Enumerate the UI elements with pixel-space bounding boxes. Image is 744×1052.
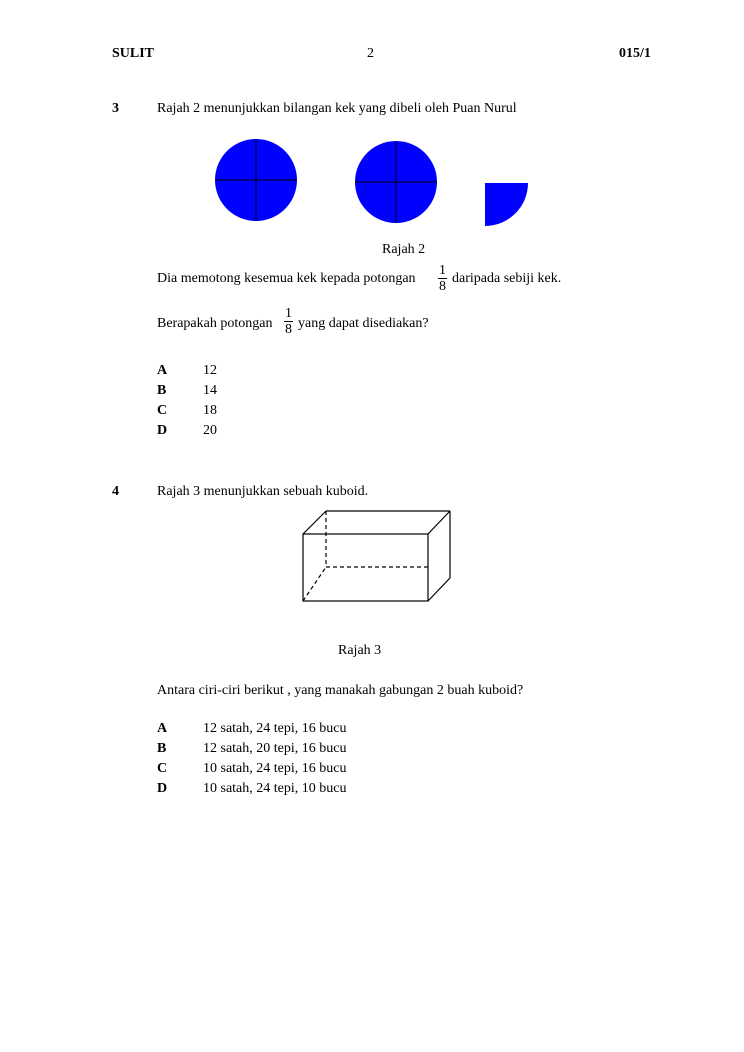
page-number: 2	[367, 46, 374, 61]
question-3-stem: Rajah 2 menunjukkan bilangan kek yang dibeli oleh Puan Nurul	[157, 101, 517, 116]
cake-quarter	[485, 183, 528, 226]
option-letter-d: D	[157, 781, 168, 796]
option-text-c[interactable]: 10 satah, 24 tepi, 16 bucu	[203, 761, 347, 776]
option-text-b[interactable]: 14	[203, 383, 217, 398]
fraction-one-eighth-2: $\frac{1}{8}$	[285, 306, 292, 337]
line-2-after: yang dapat disediakan?	[298, 316, 429, 331]
option-text-b[interactable]: 12 satah, 20 tepi, 16 bucu	[203, 741, 347, 756]
option-text-d[interactable]: 20	[203, 423, 217, 438]
option-letter-a: A	[157, 363, 168, 378]
line-1-after: daripada sebiji kek.	[452, 271, 562, 286]
header-left: SULIT	[112, 46, 155, 61]
question-4-number: 4	[112, 484, 119, 499]
header-right: 015/1	[619, 46, 651, 61]
option-text-a[interactable]: 12	[203, 363, 217, 378]
fraction-one-eighth-1: $\frac{1}{8}$	[439, 263, 446, 294]
option-text-a[interactable]: 12 satah, 24 tepi, 16 bucu	[203, 721, 347, 736]
option-letter-a: A	[157, 721, 168, 736]
cake-whole-2	[355, 141, 437, 223]
figure-caption-rajah-2: Rajah 2	[382, 242, 426, 257]
option-letter-b: B	[157, 383, 167, 398]
option-letter-c: C	[157, 761, 168, 776]
option-letter-b: B	[157, 741, 167, 756]
figure-caption-rajah-3: Rajah 3	[338, 643, 382, 658]
option-letter-d: D	[157, 423, 168, 438]
cake-whole-1	[215, 139, 297, 221]
option-text-c[interactable]: 18	[203, 403, 217, 418]
option-text-d[interactable]: 10 satah, 24 tepi, 10 bucu	[203, 781, 347, 796]
question-4-prompt: Antara ciri-ciri berikut , yang manakah gabungan 2 buah kuboid?	[157, 683, 524, 698]
line-1-before: Dia memotong kesemua kek kepada potongan	[157, 271, 416, 286]
question-3-number: 3	[112, 101, 119, 116]
question-3-line-1	[157, 271, 416, 287]
figure-rajah-3-cuboid	[303, 511, 450, 601]
line-2-before: Berapakah potongan	[157, 316, 273, 331]
option-letter-c: C	[157, 403, 168, 418]
question-4-stem: Rajah 3 menunjukkan sebuah kuboid.	[157, 484, 369, 499]
